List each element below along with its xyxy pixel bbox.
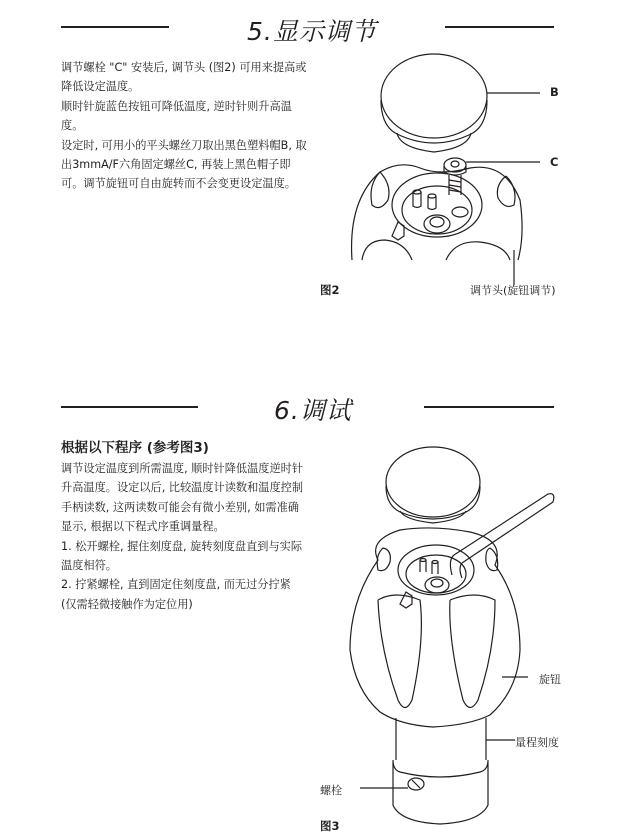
figure3-caption: 图3 (320, 819, 340, 833)
callout-c: C (550, 155, 559, 169)
section5-paragraph-2: 顺时针旋蓝色按钮可降低温度, 逆时针则升高温度。 (61, 99, 292, 133)
section5-title: 5.显示调节 (247, 17, 377, 46)
section6-paragraph-1: 调节设定温度到所需温度, 顺时针降低温度逆时针升高温度。设定以后, 比较温度计读数和温度控制手柄读数, 这两读数可能会有微小差别, 如需准确显示, 根据以下程式序重调量程。 (61, 462, 304, 534)
callout-knob: 旋钮 (539, 673, 561, 686)
callout-bolt: 螺栓 (320, 784, 342, 797)
section6-step-2: 2. 拧紧螺栓, 直到固定住刻度盘, 而无过分拧紧 (仅需轻微接触作为定位用) (61, 578, 291, 611)
section5-paragraph-1: 调节螺栓 "C" 安装后, 调节头 (图2) 可用来提高或降低设定温度。 (61, 61, 307, 94)
callout-adjust-head: 调节头(旋钮调节) (470, 284, 556, 297)
section6-subheading: 根据以下程序 (参考图3) (61, 440, 209, 456)
section6-title: 6.调试 (274, 396, 352, 425)
section6-step-1: 1. 松开螺栓, 握住刻度盘, 旋转刻度盘直到与实际温度相符。 (61, 539, 303, 573)
figure2-caption: 图2 (320, 283, 340, 297)
section5-paragraph-3: 设定时, 可用小的平头螺丝刀取出黑色塑料帽B, 取出3mmA/F六角固定螺丝C, 再装上黑色帽子即可。调节旋钮可自由旋转而不会变更设定温度。 (61, 138, 307, 191)
callout-scale: 量程刻度 (515, 736, 559, 749)
callout-b: B (550, 85, 559, 99)
